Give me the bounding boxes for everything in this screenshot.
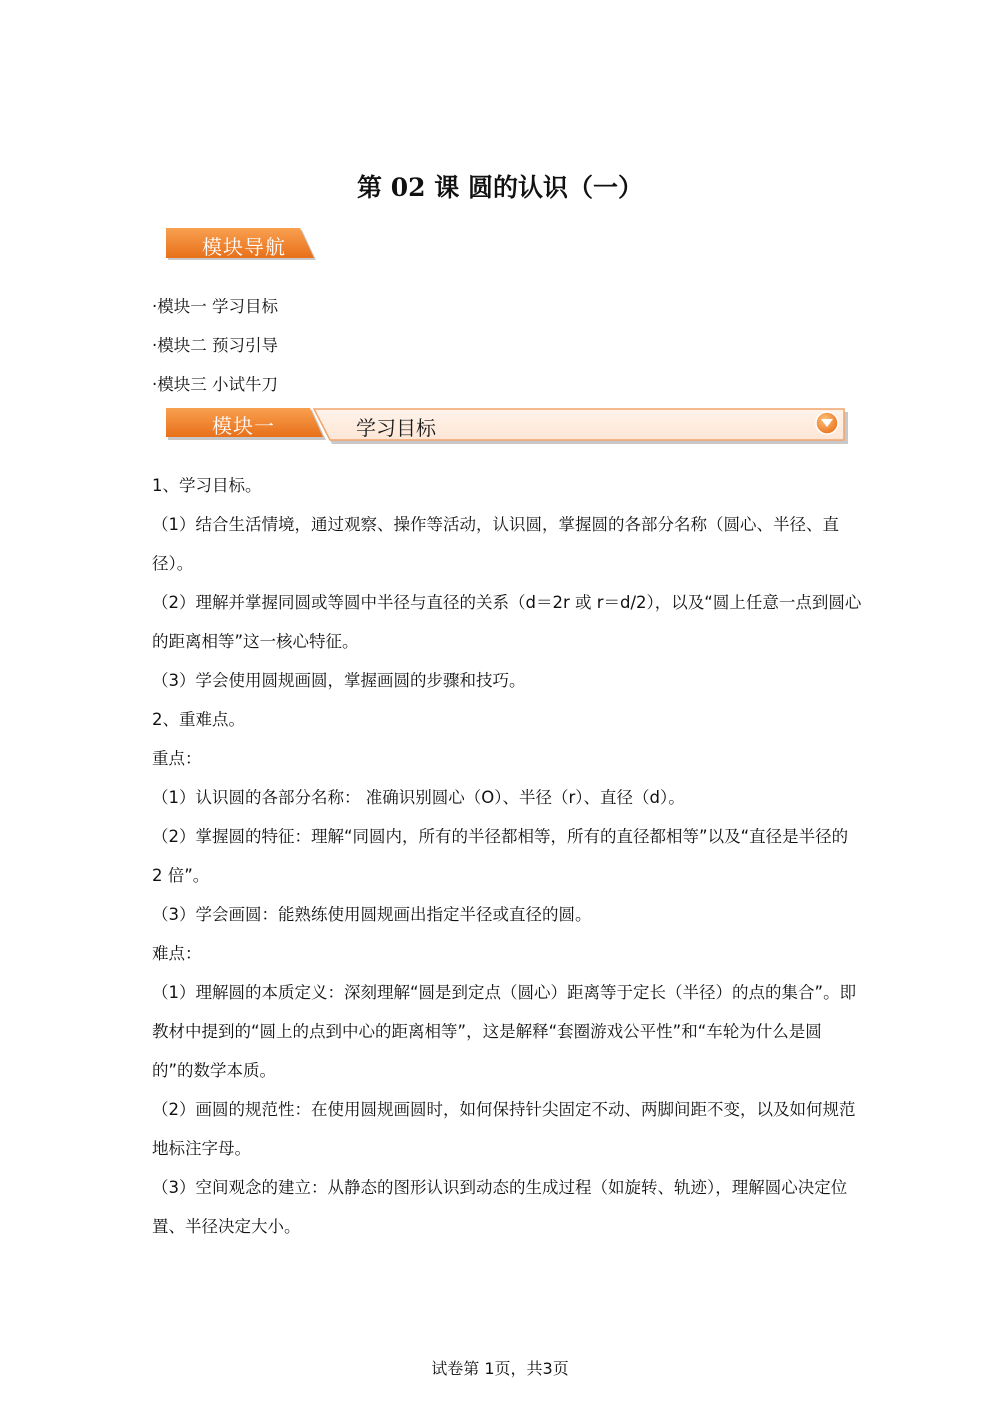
paragraph-difficulty-1: （1）理解圆的本质定义：深刻理解“圆是到定点（圆心）距离等于定长（半径）的点的集合”。即教材中提到的“圆上的点到中心的距离相等”，这是解释“套圈游戏公平性”和“车轮为什么是圆的”的数学本质。 — [152, 983, 857, 1080]
paragraph-goal-2: （2）理解并掌握同圆或等圆中半径与直径的关系（d＝2r 或 r＝d/2），以及“圆上任意一点到圆心的距离相等”这一核心特征。 — [152, 593, 862, 651]
page-footer: 试卷第 1页，共3页 — [431, 1359, 569, 1378]
paragraph-focus-1: （1）认识圆的各部分名称： 准确识别圆心（O）、半径（r）、直径（d）。 — [152, 788, 685, 807]
paragraph-focus-label: 重点： — [152, 749, 202, 768]
nav-item-module-3: ·模块三 小试牛刀 — [152, 375, 278, 394]
paragraph-difficulty-label: 难点： — [152, 944, 202, 963]
nav-item-module-1: ·模块一 学习目标 — [152, 297, 278, 316]
paragraph-learning-goals-heading: 1、学习目标。 — [152, 476, 262, 495]
page-title: 第 02 课 圆的认识（一） — [357, 173, 643, 202]
module-one-banner — [166, 406, 850, 446]
module-banner-name: 学习目标 — [356, 416, 436, 440]
paragraph-goal-3: （3）学会使用圆规画圆，掌握画圆的步骤和技巧。 — [152, 671, 526, 690]
paragraph-focus-3: （3）学会画圆：能熟练使用圆规画出指定半径或直径的圆。 — [152, 905, 592, 924]
nav-item-module-2: ·模块二 预习引导 — [152, 336, 278, 355]
paragraph-goal-1: （1）结合生活情境，通过观察、操作等活动，认识圆，掌握圆的各部分名称（圆心、半径、直径）。 — [152, 515, 839, 573]
module-banner-tag: 模块一 — [212, 414, 275, 438]
paragraph-difficulty-3: （3）空间观念的建立：从静态的图形认识到动态的生成过程（如旋转、轨迹），理解圆心决定位置、半径决定大小。 — [152, 1178, 848, 1236]
chevron-down-circle-icon — [816, 412, 838, 434]
module-nav-banner — [166, 228, 318, 262]
paragraph-difficulty-2: （2）画圆的规范性：在使用圆规画圆时，如何保持针尖固定不动、两脚间距不变，以及如何规范地标注字母。 — [152, 1100, 856, 1158]
paragraph-key-points-heading: 2、重难点。 — [152, 710, 245, 729]
paragraph-focus-2: （2）掌握圆的特征：理解“同圆内，所有的半径都相等，所有的直径都相等”以及“直径是半径的 2 倍”。 — [152, 827, 849, 885]
nav-banner-label: 模块导航 — [202, 235, 286, 259]
